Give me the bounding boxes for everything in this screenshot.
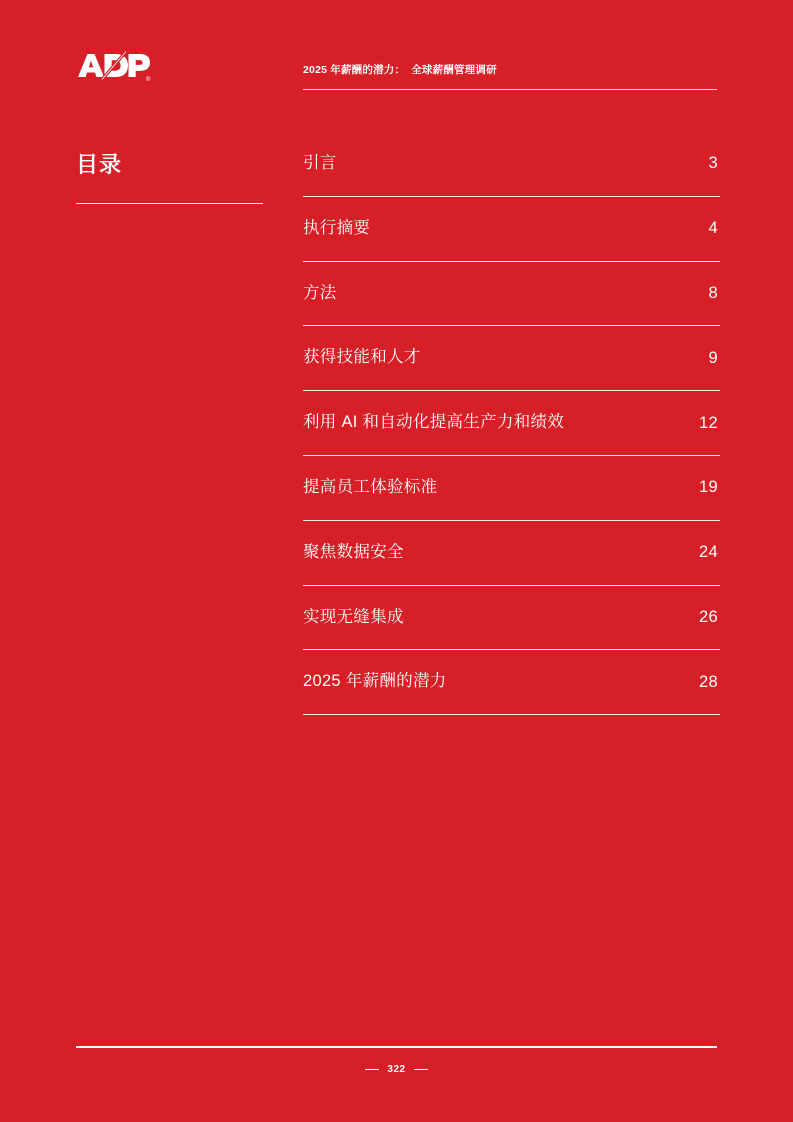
toc-entry-label: 提高员工体验标准 — [303, 477, 438, 496]
toc-entry[interactable] — [303, 391, 720, 456]
footer-dash-left — [365, 1069, 379, 1070]
toc-entry[interactable] — [303, 586, 720, 651]
header-title-main: 2025 年薪酬的潜力： — [303, 64, 406, 76]
toc-entry[interactable] — [303, 132, 720, 197]
header-divider — [303, 89, 717, 90]
toc-entry-page: 4 — [708, 219, 718, 238]
toc-entry-label: 方法 — [303, 283, 337, 302]
table-of-contents — [303, 132, 720, 715]
toc-entry-page: 3 — [708, 154, 718, 173]
toc-entry-label: 聚焦数据安全 — [303, 542, 404, 561]
page-title: 目录 — [76, 152, 123, 177]
page-footer — [0, 1064, 793, 1075]
toc-entry[interactable] — [303, 521, 720, 586]
toc-entry-page: 19 — [699, 478, 718, 497]
toc-entry[interactable] — [303, 456, 720, 521]
toc-entry[interactable] — [303, 326, 720, 391]
toc-entry[interactable] — [303, 650, 720, 715]
page-title-underline — [76, 203, 263, 204]
toc-entry-label: 引言 — [303, 154, 337, 172]
toc-entry-page: 28 — [699, 672, 718, 691]
toc-entry-label: 执行摘要 — [303, 218, 371, 237]
header-title — [303, 62, 497, 77]
toc-entry[interactable] — [303, 197, 720, 262]
toc-entry-label: 利用 AI 和自动化提高生产力和绩效 — [303, 413, 565, 432]
toc-entry-label: 实现无缝集成 — [303, 607, 404, 626]
toc-entry-page: 9 — [708, 348, 718, 367]
toc-entry-page: 8 — [708, 283, 718, 302]
toc-entry[interactable] — [303, 262, 720, 327]
toc-entry-page: 24 — [699, 543, 718, 562]
registered-mark: ® — [146, 77, 151, 83]
adp-logo — [76, 51, 152, 81]
page-header — [76, 48, 717, 100]
footer-divider — [76, 1046, 717, 1048]
toc-entry-label: 获得技能和人才 — [303, 348, 421, 367]
header-title-sub: 全球薪酬管理调研 — [411, 64, 497, 76]
toc-entry-page: 26 — [699, 607, 718, 626]
footer-dash-right — [414, 1069, 428, 1070]
toc-entry-page: 12 — [699, 413, 718, 432]
toc-entry-label: 2025 年薪酬的潜力 — [303, 672, 447, 691]
footer-page-number: 322 — [387, 1064, 406, 1075]
